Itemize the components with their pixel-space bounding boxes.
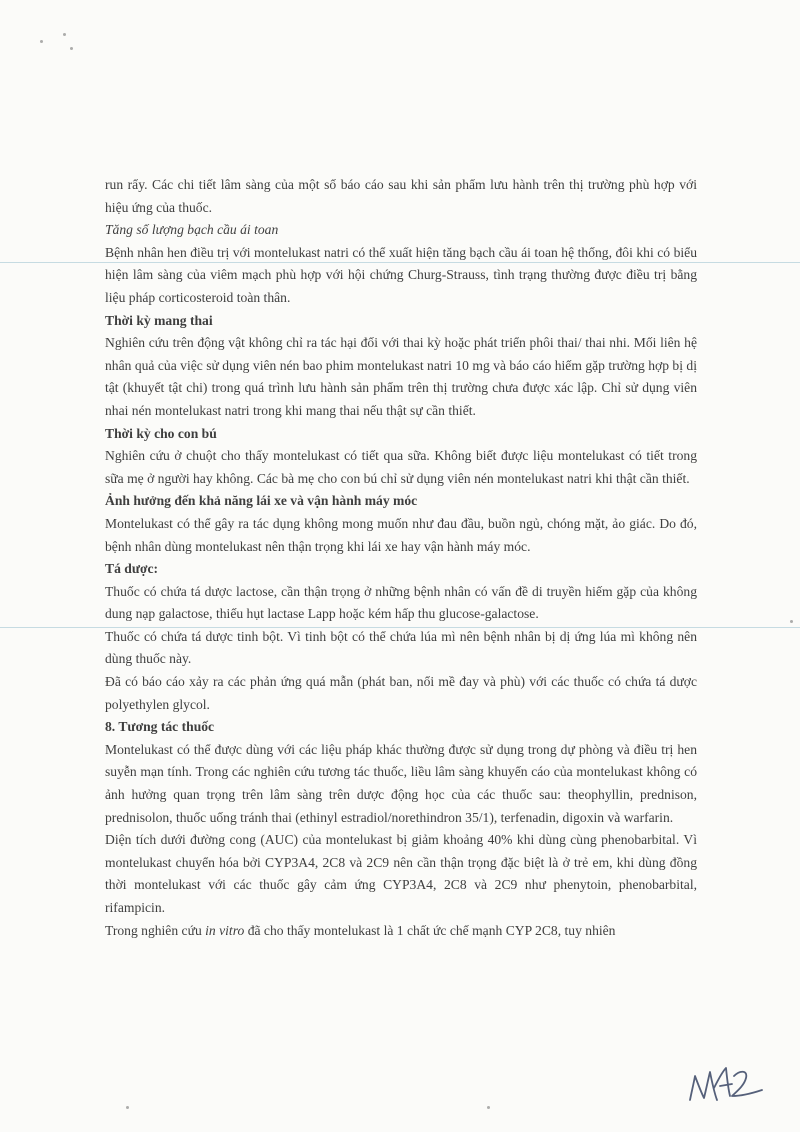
paragraph: Đã có báo cáo xảy ra các phản ứng quá mẫn (phát ban, nổi mề đay và phù) với các thuốc có chứa tá dược polyethylen glycol.	[105, 674, 697, 712]
paragraph: Nghiên cứu ở chuột cho thấy montelukast có tiết qua sữa. Không biết được liệu montelukast có tiết trong sữa mẹ ở người hay không. Các bà mẹ cho con bú chỉ sử dụng viên nén montelukast natri khi thật cần thiết.	[105, 448, 697, 486]
scan-speck	[40, 40, 43, 43]
paragraph: run rẩy. Các chi tiết lâm sàng của một số báo cáo sau khi sản phẩm lưu hành trên thị trường phù hợp với hiệu ứng của thuốc.	[105, 177, 697, 215]
paragraph: Montelukast có thể được dùng với các liệu pháp khác thường được sử dụng trong dự phòng và điều trị hen suyễn mạn tính. Trong các nghiên cứu tương tác thuốc, liều lâm sàng khuyến cáo của montelukast không có ảnh hưởng quan trọng trên lâm sàng trên dược động học của các thuốc sau: theophyllin, prednison, prednisolon, thuốc uống tránh thai (ethinyl estradiol/norethindron 35/1), terfenadin, digoxin và warfarin.	[105, 741, 697, 825]
paragraph: Bệnh nhân hen điều trị với montelukast natri có thể xuất hiện tăng bạch cầu ái toan hệ thống, đôi khi có biểu hiện lâm sàng của viêm mạch phù hợp với hội chứng Churg-Strauss, tình trạng thường được điều trị bằng liệu pháp corticosteroid toàn thân.	[105, 244, 697, 305]
subsection-heading: Tăng số lượng bạch cầu ái toan	[105, 222, 279, 238]
paragraph-text: đã cho thấy montelukast là 1 chất ức chế mạnh CYP 2C8, tuy nhiên	[244, 922, 616, 938]
section-heading: Tá dược:	[105, 561, 159, 577]
paragraph	[105, 920, 697, 943]
section-heading: Thời kỳ cho con bú	[105, 425, 217, 441]
scan-speck	[487, 1106, 490, 1109]
paragraph: Thuốc có chứa tá dược lactose, cần thận trọng ở những bệnh nhân có vấn đề di truyền hiếm gặp của không dung nạp galactose, thiếu hụt lactase Lapp hoặc kém hấp thu glucose-galactose.	[105, 583, 697, 622]
paragraph-text: Trong nghiên cứu	[105, 922, 206, 938]
section-heading: Ảnh hưởng đến khả năng lái xe và vận hành máy móc	[105, 493, 418, 509]
scan-speck	[790, 620, 793, 623]
paragraph: Nghiên cứu trên động vật không chỉ ra tác hại đối với thai kỳ hoặc phát triển phôi thai/ thai nhi. Mối liên hệ nhân quả của việc sử dụng viên nén bao phim montelukast natri 10 mg và báo cáo hiếm gặp trường hợp bị dị tật (khuyết tật chi) trong quá trình lưu hành sản phẩm trên thị trường chưa được xác lập. Chỉ sử dụng viên nhai nén montelukast natri trong khi mang thai nếu thật sự cần thiết.	[105, 335, 697, 418]
section-heading: Thời kỳ mang thai	[105, 312, 213, 328]
scan-speck	[70, 47, 73, 50]
scan-speck	[63, 33, 66, 36]
paragraph: Diện tích dưới đường cong (AUC) của montelukast bị giảm khoảng 40% khi dùng cùng phenobarbital. Vì montelukast chuyển hóa bởi CYP3A4, 2C8 và 2C9 nên cần thận trọng đặc biệt là ở trẻ em, khi dùng đồng thời montelukast với các thuốc gây cảm ứng CYP3A4, 2C8 và 2C9 như phenytoin, phenobarbital, rifampicin.	[105, 832, 697, 915]
paragraph: Montelukast có thể gây ra tác dụng không mong muốn như đau đầu, buồn ngủ, chóng mặt, ảo giác. Do đó, bệnh nhân dùng montelukast nên thận trọng khi lái xe hay vận hành máy móc.	[105, 515, 697, 554]
section-heading: 8. Tương tác thuốc	[105, 719, 215, 735]
scan-speck	[126, 1106, 129, 1109]
handwritten-initials-icon	[686, 1062, 766, 1106]
document-body	[105, 174, 697, 942]
italic-term: in vitro	[205, 922, 245, 938]
paragraph: Thuốc có chứa tá dược tinh bột. Vì tinh bột có thể chứa lúa mì nên bệnh nhân bị dị ứng lúa mì không nên dùng thuốc này.	[105, 628, 697, 667]
